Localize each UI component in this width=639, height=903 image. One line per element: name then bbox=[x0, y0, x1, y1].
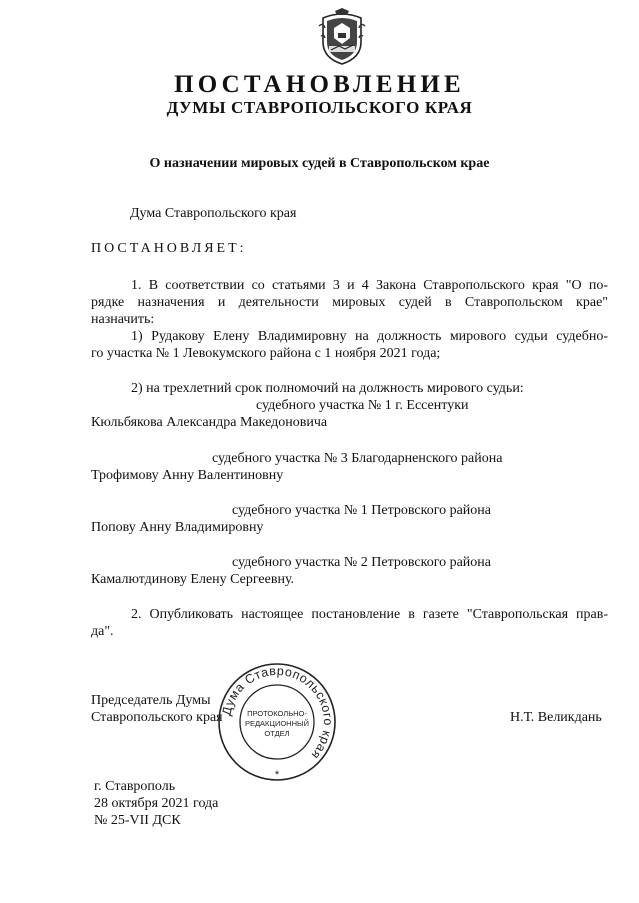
stamp-star-icon: * bbox=[274, 769, 280, 781]
item1-line1: 1. В соответствии со статьями 3 и 4 Закона Ставропольского края "О по- bbox=[131, 278, 608, 293]
sub2-line1: 2) на трехлетний срок полномочий на должность мирового судьи: bbox=[131, 381, 524, 396]
signatory-position-line1: Председатель Думы bbox=[91, 693, 211, 708]
item2-line1: 2. Опубликовать настоящее постановление в газете "Ставропольская прав- bbox=[131, 607, 608, 622]
resolves-heading: ПОСТАНОВЛЯЕТ: bbox=[91, 241, 247, 256]
appointment-district: судебного участка № 1 Петровского района bbox=[232, 503, 491, 518]
signatory-name: Н.Т. Великдань bbox=[510, 710, 602, 725]
appointment-person: Трофимову Анну Валентиновну bbox=[91, 468, 284, 483]
appointment-district: судебного участка № 3 Благодарненского района bbox=[212, 451, 503, 466]
sub1-line1: 1) Рудакову Елену Владимировну на должность мирового судьи судебно- bbox=[131, 329, 608, 344]
appointment-district: судебного участка № 1 г. Ессентуки bbox=[256, 398, 469, 413]
official-stamp bbox=[216, 661, 338, 783]
intro-text: Дума Ставропольского края bbox=[130, 206, 297, 221]
stamp-ring-text: Дума Ставропольского края bbox=[219, 663, 336, 763]
stamp-center-line1: ПРОТОКОЛЬНО- bbox=[247, 709, 307, 718]
appointment-person: Кюльбякова Александра Македоновича bbox=[91, 415, 328, 430]
item2-line2: да". bbox=[91, 624, 114, 639]
item1-line3: назначить: bbox=[91, 312, 155, 327]
signatory-position-line2: Ставропольского края bbox=[91, 710, 223, 725]
stamp-center-line3: ОТДЕЛ bbox=[264, 729, 290, 738]
appointment-person: Попову Анну Владимировну bbox=[91, 520, 264, 535]
sub1-line2: го участка № 1 Левокумского района с 1 ноября 2021 года; bbox=[91, 346, 441, 361]
footer-date: 28 октября 2021 года bbox=[94, 796, 219, 811]
appointment-person: Камалютдинову Елену Сергеевну. bbox=[91, 572, 295, 587]
item1-line2: рядке назначения и деятельности мировых судей в Ставропольском крае" bbox=[91, 295, 608, 310]
footer-number: № 25-VII ДСК bbox=[94, 813, 181, 828]
appointment-district: судебного участка № 2 Петровского района bbox=[232, 555, 491, 570]
coat-of-arms-icon bbox=[317, 8, 367, 66]
footer-city: г. Ставрополь bbox=[94, 779, 176, 794]
stamp-center-line2: РЕДАКЦИОННЫЙ bbox=[244, 719, 310, 728]
document-subject: О назначении мировых судей в Ставропольском крае bbox=[149, 156, 490, 171]
document-title: ПОСТАНОВЛЕНИЕ bbox=[174, 71, 465, 98]
document-subtitle: ДУМЫ СТАВРОПОЛЬСКОГО КРАЯ bbox=[166, 98, 473, 117]
